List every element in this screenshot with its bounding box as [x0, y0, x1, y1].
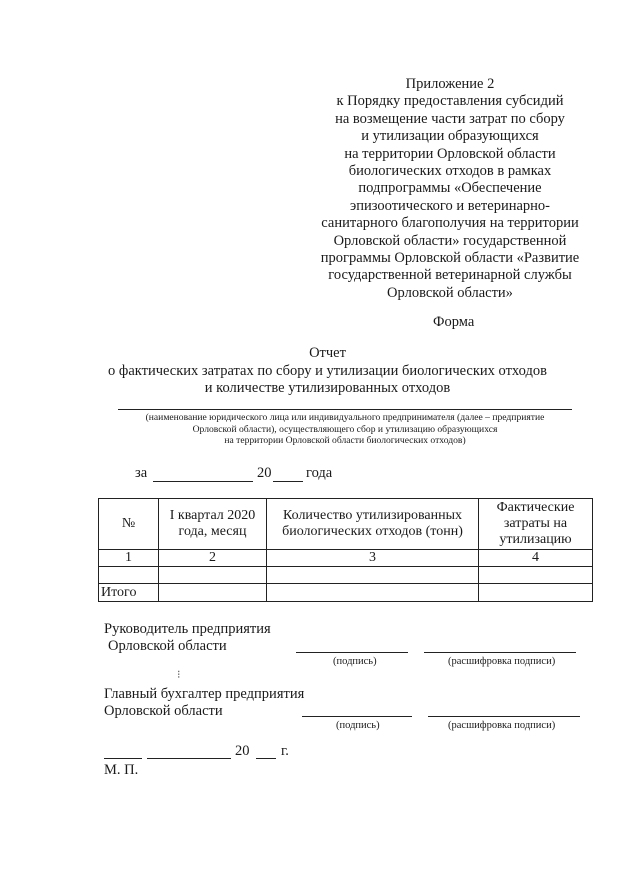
table-header-row [99, 499, 593, 550]
table-cell[interactable] [479, 584, 593, 602]
table-cell[interactable] [99, 567, 159, 584]
accountant-decoding-field[interactable] [428, 716, 580, 717]
organization-caption [110, 412, 580, 447]
report-title-line: о фактических затратах по сбору и утилизации биологических отходов [108, 362, 547, 379]
table-cell[interactable] [479, 567, 593, 584]
head-title-line2: Орловской области [108, 638, 227, 654]
appendix-line: на территории Орловской области [344, 145, 556, 162]
appendix-line: Орловской области» государственной [333, 232, 567, 249]
date-year: 20 [235, 743, 250, 759]
appendix-line: Орловской области» [387, 284, 513, 301]
header-cell-number: № [99, 499, 159, 550]
organization-caption-line: (наименование юридического лица или индивидуального предпринимателя (далее – предприятие [145, 412, 545, 423]
appendix-line: и утилизации образующихся [361, 128, 539, 145]
stray-mark: ⁝ [177, 669, 181, 681]
header-cell-quarter: I квартал 2020 года, месяц [159, 499, 267, 550]
table-cell[interactable] [267, 567, 479, 584]
column-number: 1 [99, 550, 159, 567]
appendix-block [300, 76, 600, 302]
stamp-label: М. П. [104, 762, 139, 778]
period-prefix: за [135, 465, 148, 481]
accountant-title-line2: Орловской области [104, 703, 223, 719]
column-number: 4 [479, 550, 593, 567]
period-suffix: года [306, 465, 333, 481]
table-row [99, 567, 593, 584]
report-title-line: Отчет [309, 345, 346, 361]
organization-caption-line: на территории Орловской области биологических отходов) [224, 435, 466, 447]
appendix-line: биологических отходов в рамках [348, 163, 552, 180]
appendix-line: эпизоотического и ветеринарно- [350, 197, 550, 214]
report-table [98, 498, 593, 602]
total-row [99, 584, 593, 602]
accountant-signature-field[interactable] [302, 716, 412, 717]
date-year-field[interactable] [256, 758, 276, 759]
report-title [100, 345, 555, 398]
period-blank[interactable] [153, 481, 253, 482]
appendix-line: к Порядку предоставления субсидий [336, 93, 564, 110]
head-decoding-caption: (расшифровка подписи) [448, 656, 556, 667]
accountant-title-line1: Главный бухгалтер предприятия [104, 686, 305, 702]
head-signature-caption: (подпись) [333, 656, 377, 667]
appendix-line: подпрограммы «Обеспечение [358, 180, 542, 197]
column-number: 2 [159, 550, 267, 567]
date-suffix: г. [281, 743, 289, 759]
accountant-decoding-caption: (расшифровка подписи) [448, 720, 556, 731]
column-number: 3 [267, 550, 479, 567]
report-title-line: и количестве утилизированных отходов [204, 380, 451, 396]
head-signature-field[interactable] [296, 652, 408, 653]
appendix-line: программы Орловской области «Развитие [320, 250, 580, 267]
appendix-line: на возмещение части затрат по сбору [335, 110, 565, 127]
total-label: Итого [99, 584, 159, 602]
head-title-line1: Руководитель предприятия [104, 621, 271, 637]
organization-caption-line: Орловской области), осуществляющего сбор и утилизацию образующихся [192, 423, 498, 435]
appendix-line: Приложение 2 [405, 76, 495, 92]
form-label: Форма [433, 314, 475, 330]
period-year: 20 [257, 465, 272, 481]
header-cell-quantity: Количество утилизированных биологических отходов (тонн) [267, 499, 479, 550]
table-cell[interactable] [267, 584, 479, 602]
table-cell[interactable] [159, 567, 267, 584]
head-decoding-field[interactable] [424, 652, 576, 653]
appendix-line: санитарного благополучия на территории [321, 215, 579, 232]
appendix-line: государственной ветеринарной службы [328, 267, 572, 284]
period-year-blank[interactable] [273, 481, 303, 482]
date-month-field[interactable] [147, 758, 231, 759]
header-cell-costs: Фактические затраты на утилизацию [479, 499, 593, 550]
accountant-signature-caption: (подпись) [336, 720, 380, 731]
column-number-row [99, 550, 593, 567]
date-day-field[interactable] [104, 758, 142, 759]
organization-name-field[interactable] [118, 409, 572, 410]
table-cell[interactable] [159, 584, 267, 602]
